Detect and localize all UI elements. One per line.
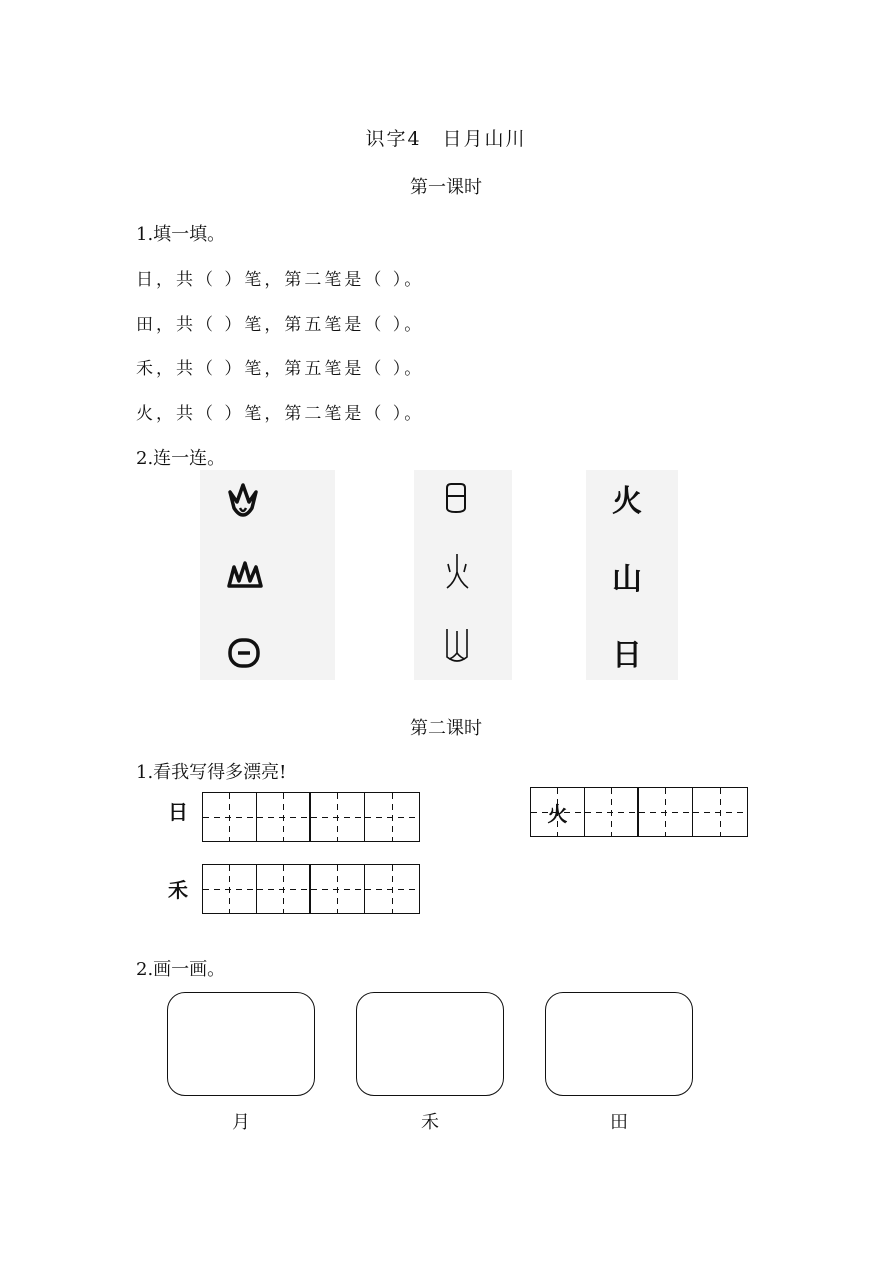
grid-cell[interactable] (203, 865, 257, 913)
draw-caption-yue: 月 (232, 1112, 250, 1133)
grid-cell[interactable] (203, 793, 257, 841)
q2-match-label: 2.连一连。 (136, 448, 226, 469)
grid-label-he: 禾 (168, 878, 188, 902)
q2-draw-label: 2.画一画。 (136, 959, 226, 980)
draw-caption-tian: 田 (610, 1112, 628, 1133)
draw-box-he[interactable] (356, 992, 504, 1096)
draw-caption-he: 禾 (421, 1112, 439, 1133)
lesson1-heading: 第一课时 (410, 177, 482, 198)
grid-cell[interactable] (257, 865, 311, 913)
page-title: 识字4 日月山川 (365, 128, 527, 150)
grid-cell[interactable] (311, 865, 365, 913)
grid-cell[interactable] (639, 788, 693, 836)
clerical-ri: 日 (612, 638, 642, 673)
draw-box-tian[interactable] (545, 992, 693, 1096)
fill-row-huo: 火，共（ ）笔，第二笔是（ ）。 (136, 404, 425, 424)
grid-cell[interactable] (585, 788, 639, 836)
mountain-pictograph-icon (226, 560, 264, 590)
mountain-seal-script-icon (444, 625, 470, 665)
writing-grid-he[interactable] (202, 864, 420, 914)
sun-pictograph-icon (226, 635, 262, 671)
lesson2-heading: 第二课时 (410, 718, 482, 739)
writing-grid-huo[interactable] (530, 787, 748, 837)
clerical-huo: 火 (612, 484, 642, 519)
grid-cell[interactable] (531, 788, 585, 836)
clerical-script-column (586, 470, 678, 680)
fill-row-tian: 田，共（ ）笔，第五笔是（ ）。 (136, 315, 425, 335)
q1-fill-label: 1.填一填。 (136, 224, 226, 245)
clerical-shan: 山 (612, 562, 642, 597)
fill-row-ri: 日，共（ ）笔，第二笔是（ ）。 (136, 270, 425, 290)
grid-cell[interactable] (311, 793, 365, 841)
fire-seal-script-icon (444, 552, 470, 590)
grid-cell[interactable] (365, 865, 419, 913)
grid-cell[interactable] (365, 793, 419, 841)
seal-script-column (414, 470, 512, 680)
fire-pictograph-icon (226, 482, 260, 522)
sun-seal-script-icon (444, 482, 468, 514)
draw-box-yue[interactable] (167, 992, 315, 1096)
grid-sample-huo: 火 (547, 801, 568, 826)
pictograph-column (200, 470, 335, 680)
writing-grid-ri[interactable] (202, 792, 420, 842)
q1-writing-label: 1.看我写得多漂亮! (136, 762, 287, 783)
grid-cell[interactable] (693, 788, 747, 836)
grid-label-ri: 日 (168, 800, 188, 824)
fill-row-he: 禾，共（ ）笔，第五笔是（ ）。 (136, 359, 425, 379)
grid-cell[interactable] (257, 793, 311, 841)
